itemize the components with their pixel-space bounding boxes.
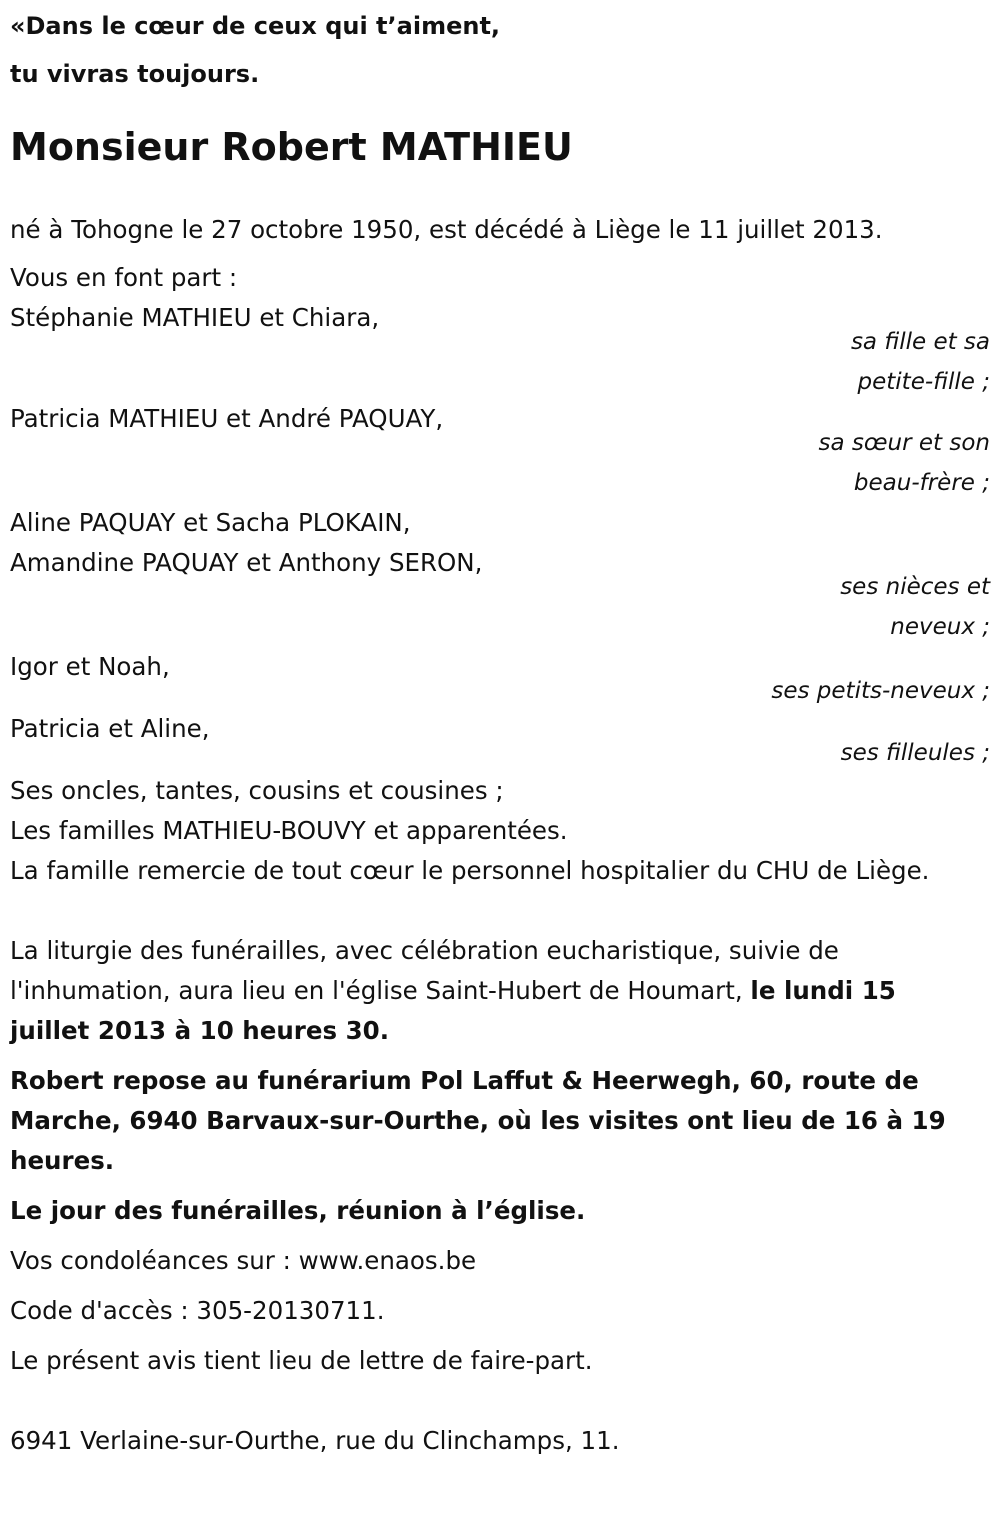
family-relation: sa sœur et son [818, 430, 990, 456]
family-relation: neveux ; [890, 614, 990, 640]
family-relation: ses filleules ; [840, 740, 990, 766]
family-relation: ses nièces et [840, 574, 990, 600]
family-relation: beau-frère ; [853, 470, 990, 496]
announcement-intro: Vous en font part : [10, 263, 238, 292]
family-names: Patricia et Aline, [10, 714, 210, 743]
repose-paragraph: Robert repose au funérarium Pol Laffut & Heerwegh, 60, route de Marche, 6940 Barvaux-sur-Ourthe, où les visites ont lieu de 16 à 19 heures. [10, 1066, 946, 1175]
quote-line-1: «Dans le cœur de ceux qui t’aiment, [10, 12, 501, 40]
family-names: Amandine PAQUAY et Anthony SERON, [10, 548, 483, 577]
meeting-line: Le jour des funérailles, réunion à l’église. [10, 1196, 586, 1225]
deceased-name: Monsieur Robert MATHIEU [10, 125, 573, 169]
obituary-notice [10, 0, 990, 1461]
liturgy-paragraph [10, 931, 990, 1051]
birth-death-line: né à Tohogne le 27 octobre 1950, est décédé à Liège le 11 juillet 2013. [10, 215, 883, 244]
family-relation: sa fille et sa [850, 329, 990, 355]
access-code-line: Code d'accès : 305-20130711. [10, 1296, 385, 1325]
others-families: Les familles MATHIEU-BOUVY et apparentées. [10, 816, 568, 845]
family-names: Igor et Noah, [10, 652, 170, 681]
condolences-line: Vos condoléances sur : www.enaos.be [10, 1246, 477, 1275]
family-names: Stéphanie MATHIEU et Chiara, [10, 303, 380, 332]
notice-line: Le présent avis tient lieu de lettre de faire-part. [10, 1346, 593, 1375]
family-names: Aline PAQUAY et Sacha PLOKAIN, [10, 508, 411, 537]
family-relation: petite-fille ; [857, 369, 990, 395]
quote-line-2: tu vivras toujours. [10, 60, 260, 88]
family-names: Patricia MATHIEU et André PAQUAY, [10, 404, 444, 433]
family-relation: ses petits-neveux ; [771, 678, 990, 704]
thanks-hospital: La famille remercie de tout cœur le personnel hospitalier du CHU de Liège. [10, 856, 930, 885]
liturgy-date: le lundi 15 juillet 2013 à 10 heures 30. [10, 976, 896, 1045]
liturgy-text: La liturgie des funérailles, avec célébration eucharistique, suivie de l'inhumation, aura lieu en l'église Saint-Hubert de Houmart, [10, 936, 839, 1005]
family-address: 6941 Verlaine-sur-Ourthe, rue du Clinchamps, 11. [10, 1426, 620, 1455]
others-relatives: Ses oncles, tantes, cousins et cousines ; [10, 776, 504, 805]
